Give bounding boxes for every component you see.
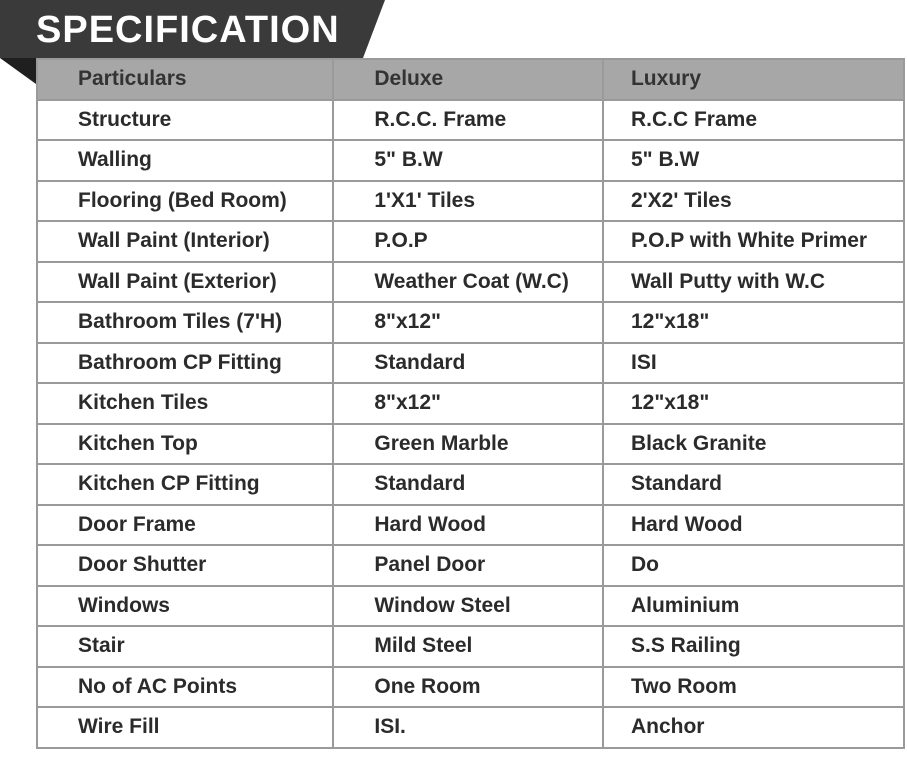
luxury-cell: 12"x18" — [603, 302, 904, 343]
deluxe-cell: Weather Coat (W.C) — [333, 262, 603, 303]
table-row — [37, 383, 904, 424]
particular-cell: Walling — [37, 140, 333, 181]
deluxe-cell: 1'X1' Tiles — [333, 181, 603, 222]
deluxe-cell: Standard — [333, 464, 603, 505]
particular-cell: Kitchen Top — [37, 424, 333, 465]
luxury-cell: Hard Wood — [603, 505, 904, 546]
deluxe-cell: One Room — [333, 667, 603, 708]
luxury-cell: P.O.P with White Primer — [603, 221, 904, 262]
table-row — [37, 707, 904, 748]
luxury-cell: 12"x18" — [603, 383, 904, 424]
particular-cell: Wall Paint (Exterior) — [37, 262, 333, 303]
deluxe-cell: Window Steel — [333, 586, 603, 627]
deluxe-cell: Mild Steel — [333, 626, 603, 667]
luxury-cell: Wall Putty with W.C — [603, 262, 904, 303]
deluxe-cell: ISI. — [333, 707, 603, 748]
deluxe-cell: Hard Wood — [333, 505, 603, 546]
particular-cell: Bathroom CP Fitting — [37, 343, 333, 384]
table-row — [37, 343, 904, 384]
particular-cell: Kitchen CP Fitting — [37, 464, 333, 505]
luxury-cell: Anchor — [603, 707, 904, 748]
table-row — [37, 100, 904, 141]
deluxe-cell: Standard — [333, 343, 603, 384]
particular-cell: Windows — [37, 586, 333, 627]
table-row — [37, 221, 904, 262]
luxury-cell: ISI — [603, 343, 904, 384]
particular-cell: No of AC Points — [37, 667, 333, 708]
column-header-particulars: Particulars — [37, 59, 333, 100]
particular-cell: Kitchen Tiles — [37, 383, 333, 424]
table-row — [37, 140, 904, 181]
table-row — [37, 586, 904, 627]
deluxe-cell: Panel Door — [333, 545, 603, 586]
luxury-cell: Two Room — [603, 667, 904, 708]
luxury-cell: Standard — [603, 464, 904, 505]
deluxe-cell: 8"x12" — [333, 302, 603, 343]
luxury-cell: 5" B.W — [603, 140, 904, 181]
column-header-deluxe: Deluxe — [333, 59, 603, 100]
table-row — [37, 464, 904, 505]
particular-cell: Stair — [37, 626, 333, 667]
column-header-luxury: Luxury — [603, 59, 904, 100]
luxury-cell: Black Granite — [603, 424, 904, 465]
table-row — [37, 626, 904, 667]
table-header-row — [37, 59, 904, 100]
deluxe-cell: 8"x12" — [333, 383, 603, 424]
table-row — [37, 505, 904, 546]
page-title: SPECIFICATION — [36, 9, 340, 51]
particular-cell: Wire Fill — [37, 707, 333, 748]
luxury-cell: Aluminium — [603, 586, 904, 627]
particular-cell: Flooring (Bed Room) — [37, 181, 333, 222]
particular-cell: Door Shutter — [37, 545, 333, 586]
particular-cell: Door Frame — [37, 505, 333, 546]
table-row — [37, 424, 904, 465]
particular-cell: Wall Paint (Interior) — [37, 221, 333, 262]
particular-cell: Bathroom Tiles (7'H) — [37, 302, 333, 343]
particular-cell: Structure — [37, 100, 333, 141]
banner-fold — [0, 58, 36, 84]
luxury-cell: R.C.C Frame — [603, 100, 904, 141]
deluxe-cell: R.C.C. Frame — [333, 100, 603, 141]
table-row — [37, 667, 904, 708]
luxury-cell: 2'X2' Tiles — [603, 181, 904, 222]
table-row — [37, 545, 904, 586]
table-row — [37, 262, 904, 303]
specification-table — [36, 58, 905, 749]
luxury-cell: Do — [603, 545, 904, 586]
table-row — [37, 181, 904, 222]
deluxe-cell: 5" B.W — [333, 140, 603, 181]
deluxe-cell: P.O.P — [333, 221, 603, 262]
luxury-cell: S.S Railing — [603, 626, 904, 667]
table-row — [37, 302, 904, 343]
deluxe-cell: Green Marble — [333, 424, 603, 465]
